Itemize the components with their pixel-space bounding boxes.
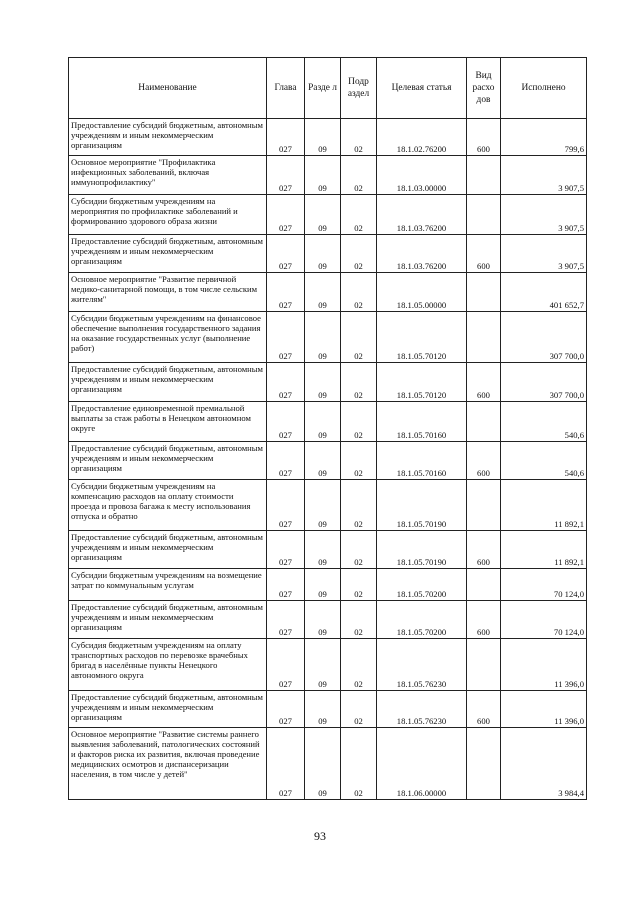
row-name: Предоставление субсидий бюджетным, автономным учреждениям и иным некоммерческим организациям bbox=[69, 601, 267, 639]
row-section: 09 bbox=[305, 235, 341, 273]
row-type: 600 bbox=[467, 601, 501, 639]
row-amount: 11 892,1 bbox=[501, 531, 587, 569]
row-subsection: 02 bbox=[341, 235, 377, 273]
row-subsection: 02 bbox=[341, 480, 377, 531]
table-row bbox=[69, 531, 587, 569]
row-target: 18.1.05.70160 bbox=[377, 442, 467, 480]
row-section: 09 bbox=[305, 691, 341, 728]
row-subsection: 02 bbox=[341, 691, 377, 728]
row-amount: 11 396,0 bbox=[501, 639, 587, 691]
row-name: Предоставление субсидий бюджетным, автономным учреждениям и иным некоммерческим организациям bbox=[69, 119, 267, 156]
row-type: 600 bbox=[467, 691, 501, 728]
row-subsection: 02 bbox=[341, 639, 377, 691]
row-name: Субсидии бюджетным учреждениям на возмещение затрат по коммунальным услугам bbox=[69, 569, 267, 601]
header-chapter: Глава bbox=[267, 58, 305, 119]
header-name: Наименование bbox=[69, 58, 267, 119]
row-amount: 3 907,5 bbox=[501, 235, 587, 273]
row-type bbox=[467, 273, 501, 312]
row-amount: 307 700,0 bbox=[501, 312, 587, 363]
row-type: 600 bbox=[467, 442, 501, 480]
row-type: 600 bbox=[467, 363, 501, 402]
header-expense-type: Вид расхо дов bbox=[467, 58, 501, 119]
row-subsection: 02 bbox=[341, 601, 377, 639]
row-amount: 307 700,0 bbox=[501, 363, 587, 402]
row-subsection: 02 bbox=[341, 156, 377, 195]
row-type bbox=[467, 480, 501, 531]
table-row bbox=[69, 363, 587, 402]
row-chapter: 027 bbox=[267, 273, 305, 312]
row-chapter: 027 bbox=[267, 569, 305, 601]
table-row bbox=[69, 312, 587, 363]
row-chapter: 027 bbox=[267, 442, 305, 480]
row-amount: 3 907,5 bbox=[501, 195, 587, 235]
row-section: 09 bbox=[305, 728, 341, 800]
header-section: Разде л bbox=[305, 58, 341, 119]
row-section: 09 bbox=[305, 601, 341, 639]
row-section: 09 bbox=[305, 531, 341, 569]
table-row bbox=[69, 569, 587, 601]
row-subsection: 02 bbox=[341, 363, 377, 402]
header-executed: Исполнено bbox=[501, 58, 587, 119]
row-section: 09 bbox=[305, 363, 341, 402]
row-amount: 70 124,0 bbox=[501, 569, 587, 601]
row-type bbox=[467, 728, 501, 800]
row-chapter: 027 bbox=[267, 363, 305, 402]
row-subsection: 02 bbox=[341, 442, 377, 480]
row-subsection: 02 bbox=[341, 119, 377, 156]
row-subsection: 02 bbox=[341, 312, 377, 363]
row-chapter: 027 bbox=[267, 195, 305, 235]
row-target: 18.1.05.76230 bbox=[377, 691, 467, 728]
row-type bbox=[467, 156, 501, 195]
row-name: Предоставление субсидий бюджетным, автономным учреждениям и иным некоммерческим организациям bbox=[69, 691, 267, 728]
row-type bbox=[467, 402, 501, 442]
row-target: 18.1.05.70200 bbox=[377, 601, 467, 639]
row-section: 09 bbox=[305, 119, 341, 156]
table-row bbox=[69, 442, 587, 480]
row-type bbox=[467, 312, 501, 363]
table-row bbox=[69, 601, 587, 639]
row-section: 09 bbox=[305, 195, 341, 235]
row-target: 18.1.03.76200 bbox=[377, 195, 467, 235]
row-section: 09 bbox=[305, 402, 341, 442]
row-subsection: 02 bbox=[341, 402, 377, 442]
row-subsection: 02 bbox=[341, 569, 377, 601]
table-row bbox=[69, 119, 587, 156]
row-target: 18.1.03.76200 bbox=[377, 235, 467, 273]
row-type bbox=[467, 195, 501, 235]
row-target: 18.1.06.00000 bbox=[377, 728, 467, 800]
row-target: 18.1.05.70160 bbox=[377, 402, 467, 442]
row-name: Основное мероприятие "Профилактика инфекционных заболеваний, включая иммунопрофилактику" bbox=[69, 156, 267, 195]
row-chapter: 027 bbox=[267, 691, 305, 728]
row-name: Основное мероприятие "Развитие первичной медико-санитарной помощи, в том числе сельским жителям" bbox=[69, 273, 267, 312]
table-row bbox=[69, 728, 587, 800]
row-chapter: 027 bbox=[267, 402, 305, 442]
row-amount: 70 124,0 bbox=[501, 601, 587, 639]
row-type: 600 bbox=[467, 119, 501, 156]
row-chapter: 027 bbox=[267, 480, 305, 531]
row-name: Предоставление субсидий бюджетным, автономным учреждениям и иным некоммерческим организациям bbox=[69, 531, 267, 569]
row-name: Предоставление субсидий бюджетным, автономным учреждениям и иным некоммерческим организациям bbox=[69, 442, 267, 480]
row-amount: 540,6 bbox=[501, 402, 587, 442]
table-header-row bbox=[69, 58, 587, 119]
budget-table bbox=[68, 57, 587, 800]
row-amount: 540,6 bbox=[501, 442, 587, 480]
row-chapter: 027 bbox=[267, 312, 305, 363]
row-target: 18.1.05.00000 bbox=[377, 273, 467, 312]
row-target: 18.1.05.76230 bbox=[377, 639, 467, 691]
row-section: 09 bbox=[305, 639, 341, 691]
row-amount: 11 892,1 bbox=[501, 480, 587, 531]
row-name: Предоставление субсидий бюджетным, автономным учреждениям и иным некоммерческим организациям bbox=[69, 363, 267, 402]
row-type bbox=[467, 639, 501, 691]
row-section: 09 bbox=[305, 442, 341, 480]
row-amount: 11 396,0 bbox=[501, 691, 587, 728]
row-target: 18.1.03.00000 bbox=[377, 156, 467, 195]
row-type: 600 bbox=[467, 235, 501, 273]
row-type: 600 bbox=[467, 531, 501, 569]
row-chapter: 027 bbox=[267, 728, 305, 800]
row-target: 18.1.02.76200 bbox=[377, 119, 467, 156]
row-target: 18.1.05.70190 bbox=[377, 531, 467, 569]
row-name: Предоставление единовременной премиальной выплаты за стаж работы в Ненецком автономном округе bbox=[69, 402, 267, 442]
row-amount: 3 907,5 bbox=[501, 156, 587, 195]
row-target: 18.1.05.70190 bbox=[377, 480, 467, 531]
row-target: 18.1.05.70200 bbox=[377, 569, 467, 601]
row-name: Субсидии бюджетным учреждениям на финансовое обеспечение выполнения государственного задания на оказание государственных услуг (выполнение работ) bbox=[69, 312, 267, 363]
row-name: Субсидия бюджетным учреждениям на оплату транспортных расходов по перевозке врачебных бригад в населённые пункты Ненецкого автономного округа bbox=[69, 639, 267, 691]
page-number: 93 bbox=[314, 829, 326, 843]
row-name: Предоставление субсидий бюджетным, автономным учреждениям и иным некоммерческим организациям bbox=[69, 235, 267, 273]
row-chapter: 027 bbox=[267, 639, 305, 691]
row-subsection: 02 bbox=[341, 531, 377, 569]
row-chapter: 027 bbox=[267, 156, 305, 195]
row-target: 18.1.05.70120 bbox=[377, 312, 467, 363]
row-section: 09 bbox=[305, 569, 341, 601]
row-type bbox=[467, 569, 501, 601]
header-target: Целевая статья bbox=[377, 58, 467, 119]
row-chapter: 027 bbox=[267, 235, 305, 273]
row-name: Основное мероприятие "Развитие системы раннего выявления заболеваний, патологических состояний и факторов риска их развития, включая проведение медицинских осмотров и диспансеризации населения, в том числе у детей" bbox=[69, 728, 267, 800]
row-section: 09 bbox=[305, 273, 341, 312]
header-subsection: Подр аздел bbox=[341, 58, 377, 119]
row-chapter: 027 bbox=[267, 601, 305, 639]
row-section: 09 bbox=[305, 480, 341, 531]
row-amount: 3 984,4 bbox=[501, 728, 587, 800]
row-subsection: 02 bbox=[341, 195, 377, 235]
row-section: 09 bbox=[305, 312, 341, 363]
row-name: Субсидии бюджетным учреждениям на компенсацию расходов на оплату стоимости проезда и провоза багажа к месту использования отпуска и обратно bbox=[69, 480, 267, 531]
row-name: Субсидии бюджетным учреждениям на мероприятия по профилактике заболеваний и формированию здорового образа жизни bbox=[69, 195, 267, 235]
row-subsection: 02 bbox=[341, 728, 377, 800]
row-chapter: 027 bbox=[267, 119, 305, 156]
row-amount: 799,6 bbox=[501, 119, 587, 156]
table-row bbox=[69, 480, 587, 531]
row-target: 18.1.05.70120 bbox=[377, 363, 467, 402]
table-row bbox=[69, 639, 587, 691]
row-chapter: 027 bbox=[267, 531, 305, 569]
row-subsection: 02 bbox=[341, 273, 377, 312]
table-row bbox=[69, 195, 587, 235]
row-amount: 401 652,7 bbox=[501, 273, 587, 312]
table-row bbox=[69, 691, 587, 728]
row-section: 09 bbox=[305, 156, 341, 195]
table-row bbox=[69, 235, 587, 273]
table-row bbox=[69, 402, 587, 442]
table-row bbox=[69, 273, 587, 312]
table-row bbox=[69, 156, 587, 195]
